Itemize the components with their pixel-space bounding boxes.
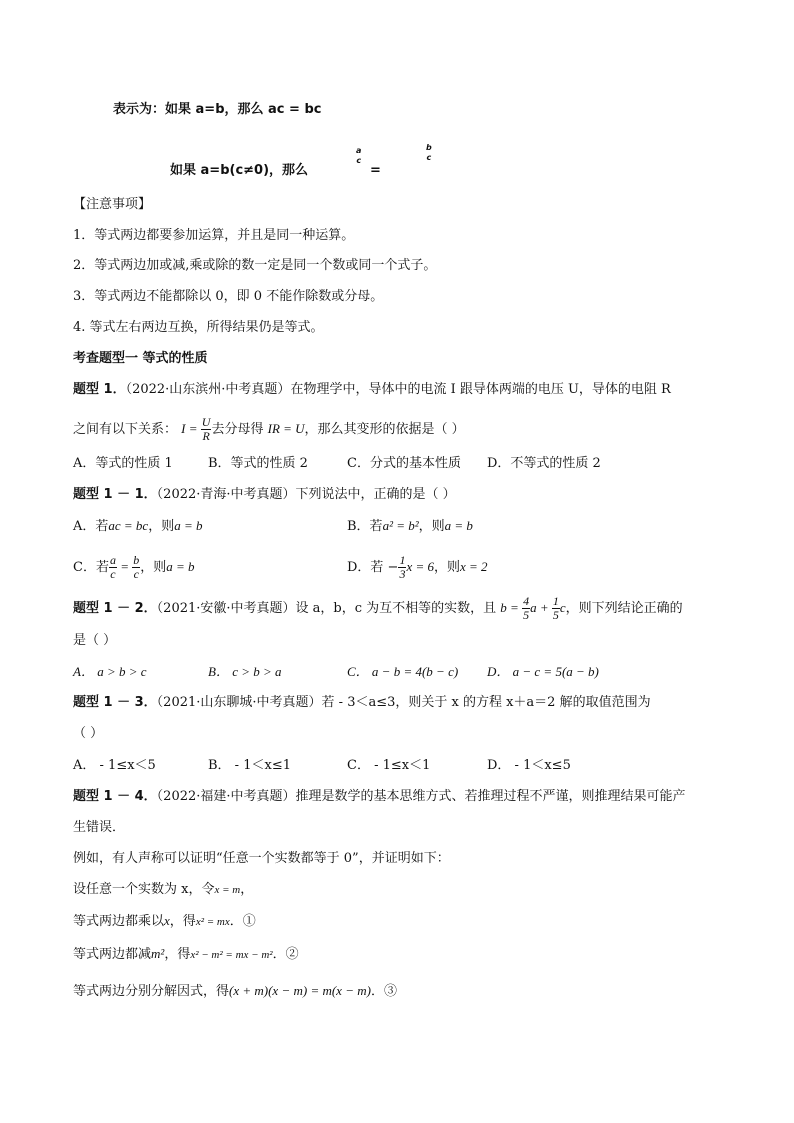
- q13-option-a: A． - 1≤x＜5: [73, 758, 156, 773]
- q11-option-d: [347, 554, 488, 581]
- step-text: 设任意一个实数为 x，令: [73, 882, 215, 897]
- step-end: ．①: [229, 914, 256, 929]
- q1-option-d: D．不等式的性质 2: [487, 456, 601, 471]
- frac-1-over-5: [552, 595, 560, 622]
- option-prefix: B．若: [347, 519, 383, 534]
- step-text: 等式两边都乘以: [73, 914, 165, 929]
- q1-option-b: B．等式的性质 2: [208, 456, 308, 471]
- frac-den: 5: [523, 608, 530, 622]
- frac-a-over-c: [109, 554, 117, 581]
- option-mid: ，则: [148, 519, 175, 534]
- notes-heading: 【注意事项】: [73, 197, 152, 212]
- step-text: 等式两边分别分解因式，得: [73, 984, 230, 999]
- option-math: ac = bc: [108, 518, 149, 533]
- step-math: x² = mx: [195, 916, 230, 928]
- option-math: a² = b²: [382, 518, 419, 533]
- q11-option-c: [73, 554, 195, 581]
- q12-option-a: A． a > b > c: [73, 664, 147, 679]
- option-mid: ，则: [140, 560, 167, 575]
- option-result: a = b: [174, 518, 203, 533]
- q12-label: 题型 1 － 2．: [73, 601, 157, 616]
- q14-step-3: [73, 982, 397, 1001]
- step-math: x² − m² = mx − m²: [190, 949, 273, 961]
- step-math: x = m: [214, 884, 241, 896]
- frac-den: c: [356, 156, 362, 165]
- step-end: ．③: [370, 984, 397, 999]
- q12-option-d: D． a − c = 5(a − b): [487, 664, 599, 679]
- frac-num: b: [133, 553, 140, 567]
- q12-math-c: c: [559, 600, 566, 615]
- frac-num: a: [356, 146, 362, 155]
- step-math: (x + m)(x − m) = m(x − m): [229, 983, 371, 998]
- q1-line-1: [73, 381, 671, 399]
- option-mid: ，则: [418, 519, 445, 534]
- q11-option-b: [347, 517, 473, 536]
- q13-line-1: [73, 694, 651, 712]
- q13-label: 题型 1 － 3．: [73, 695, 157, 710]
- frac-num: b: [426, 143, 432, 152]
- q1-line-2: [73, 416, 465, 443]
- q1-text: 在物理学中，导体中的电流 I 跟导体两端的电压 U，导体的电阻 R: [290, 382, 671, 397]
- q14-step-0: [73, 881, 253, 899]
- q12-text: 设 a，b，c 为互不相等的实数，且: [295, 601, 497, 616]
- step-mid: ，得: [169, 914, 196, 929]
- q13-option-d: D． - 1＜x≤5: [487, 758, 571, 773]
- note-item-2: 2．等式两边加或减,乘或除的数一定是同一个数或同一个式子。: [73, 258, 437, 273]
- frac-num: 1: [399, 553, 406, 567]
- q12-line-1: [73, 595, 683, 622]
- q12-source: （2021·安徽·中考真题）: [156, 601, 296, 616]
- q11-text: 下列说法中，正确的是（ ）: [295, 487, 456, 502]
- frac-num: 1: [552, 594, 559, 608]
- frac-den: R: [202, 429, 210, 443]
- q14-example: 例如，有人声称可以证明“任意一个实数都等于 0”，并证明如下：: [73, 851, 450, 866]
- frac-den: 3: [399, 567, 406, 581]
- rule-equals: =: [370, 163, 381, 178]
- frac-den: c: [110, 567, 116, 581]
- option-prefix: C．若: [73, 560, 109, 575]
- q14-source: （2022·福建·中考真题）: [156, 789, 296, 804]
- q13-text: 若 - 3＜a≤3，则关于 x 的方程 x＋a＝2 解的取值范围为: [321, 695, 651, 710]
- option-math: x = 6: [406, 559, 434, 574]
- note-item-3: 3．等式两边不能都除以 0，即 0 不能作除数或分母。: [73, 289, 384, 304]
- note-item-1: 1．等式两边都要参加运算，并且是同一种运算。: [73, 228, 355, 243]
- q1-option-a: A．等式的性质 1: [73, 456, 173, 471]
- option-eq: =: [116, 559, 133, 574]
- q1-text-c: ，那么其变形的依据是（ ）: [304, 422, 465, 437]
- step-mid: ，得: [164, 947, 191, 962]
- option-result: a = b: [166, 559, 195, 574]
- q1-math-i: I: [181, 421, 186, 436]
- rule-line-2: 如果 a=b(c≠0)，那么: [170, 163, 309, 178]
- q1-option-c: C．分式的基本性质: [347, 456, 461, 471]
- q11-line-1: [73, 486, 456, 504]
- q12-option-c: C． a − b = 4(b − c): [347, 664, 459, 679]
- q1-text-a: 之间有以下关系：: [73, 422, 178, 437]
- option-result: x = 2: [460, 559, 488, 574]
- rule-line-1: 表示为：如果 a=b，那么 ac = bc: [113, 102, 322, 117]
- option-prefix: A．若: [73, 519, 109, 534]
- q14-step-1: [73, 912, 256, 931]
- q1-text-b: 去分母得: [211, 422, 264, 437]
- q14-text: 推理是数学的基本思维方式、若推理过程不严谨，则推理结果可能产: [295, 789, 686, 804]
- q11-source: （2022·青海·中考真题）: [156, 487, 296, 502]
- step-text: 等式两边都减: [73, 947, 152, 962]
- note-item-4: 4. 等式左右两边互换，所得结果仍是等式。: [73, 320, 324, 335]
- q12-option-b: B． c > b > a: [208, 664, 282, 679]
- step-var: m²: [151, 946, 165, 961]
- frac-den: c: [426, 153, 432, 162]
- q1-frac-u-over-r: [201, 416, 212, 443]
- q14-line-1: [73, 788, 686, 806]
- q14-step-2: [73, 945, 299, 964]
- option-result: a = b: [444, 518, 473, 533]
- frac-num: 4: [523, 594, 530, 608]
- step-var: x: [164, 913, 170, 928]
- frac-4-over-5: [522, 595, 530, 622]
- q13-option-b: B． - 1＜x≤1: [208, 758, 291, 773]
- q13-line-2: （ ）: [73, 726, 104, 741]
- rule-frac-right: [426, 143, 432, 166]
- q12-math-a: a +: [530, 600, 552, 615]
- frac-num: U: [201, 415, 211, 429]
- frac-den: 5: [552, 608, 559, 622]
- q14-label: 题型 1 － 4．: [73, 789, 157, 804]
- q11-option-a: [73, 517, 203, 536]
- q1-source: （2022·山东滨州·中考真题）: [125, 382, 291, 397]
- frac-num: a: [109, 553, 116, 567]
- frac-a-over-c: [356, 146, 361, 166]
- q11-label: 题型 1 － 1．: [73, 487, 157, 502]
- option-prefix: D．若 −: [347, 560, 399, 575]
- option-mid: ，则: [434, 560, 461, 575]
- q12-text-b: ，则下列结论正确的: [565, 601, 683, 616]
- frac-den: c: [133, 567, 139, 581]
- q13-source: （2021·山东聊城·中考真题）: [156, 695, 322, 710]
- section-title: 考查题型一 等式的性质: [73, 351, 208, 366]
- q13-option-c: C． - 1≤x＜1: [347, 758, 431, 773]
- q1-math-eq: =: [185, 421, 201, 436]
- step-end: ．②: [272, 947, 299, 962]
- step-end: ，: [240, 882, 254, 897]
- frac-b-over-c: [426, 143, 432, 163]
- q12-math-b: b =: [500, 600, 523, 615]
- rule-frac-left: [356, 146, 361, 169]
- q1-math-iru: IR = U: [267, 421, 305, 436]
- q14-line-2: 生错误．: [73, 820, 126, 835]
- q12-line-2: 是（ ）: [73, 633, 117, 648]
- q1-label: 题型 1．: [73, 382, 126, 397]
